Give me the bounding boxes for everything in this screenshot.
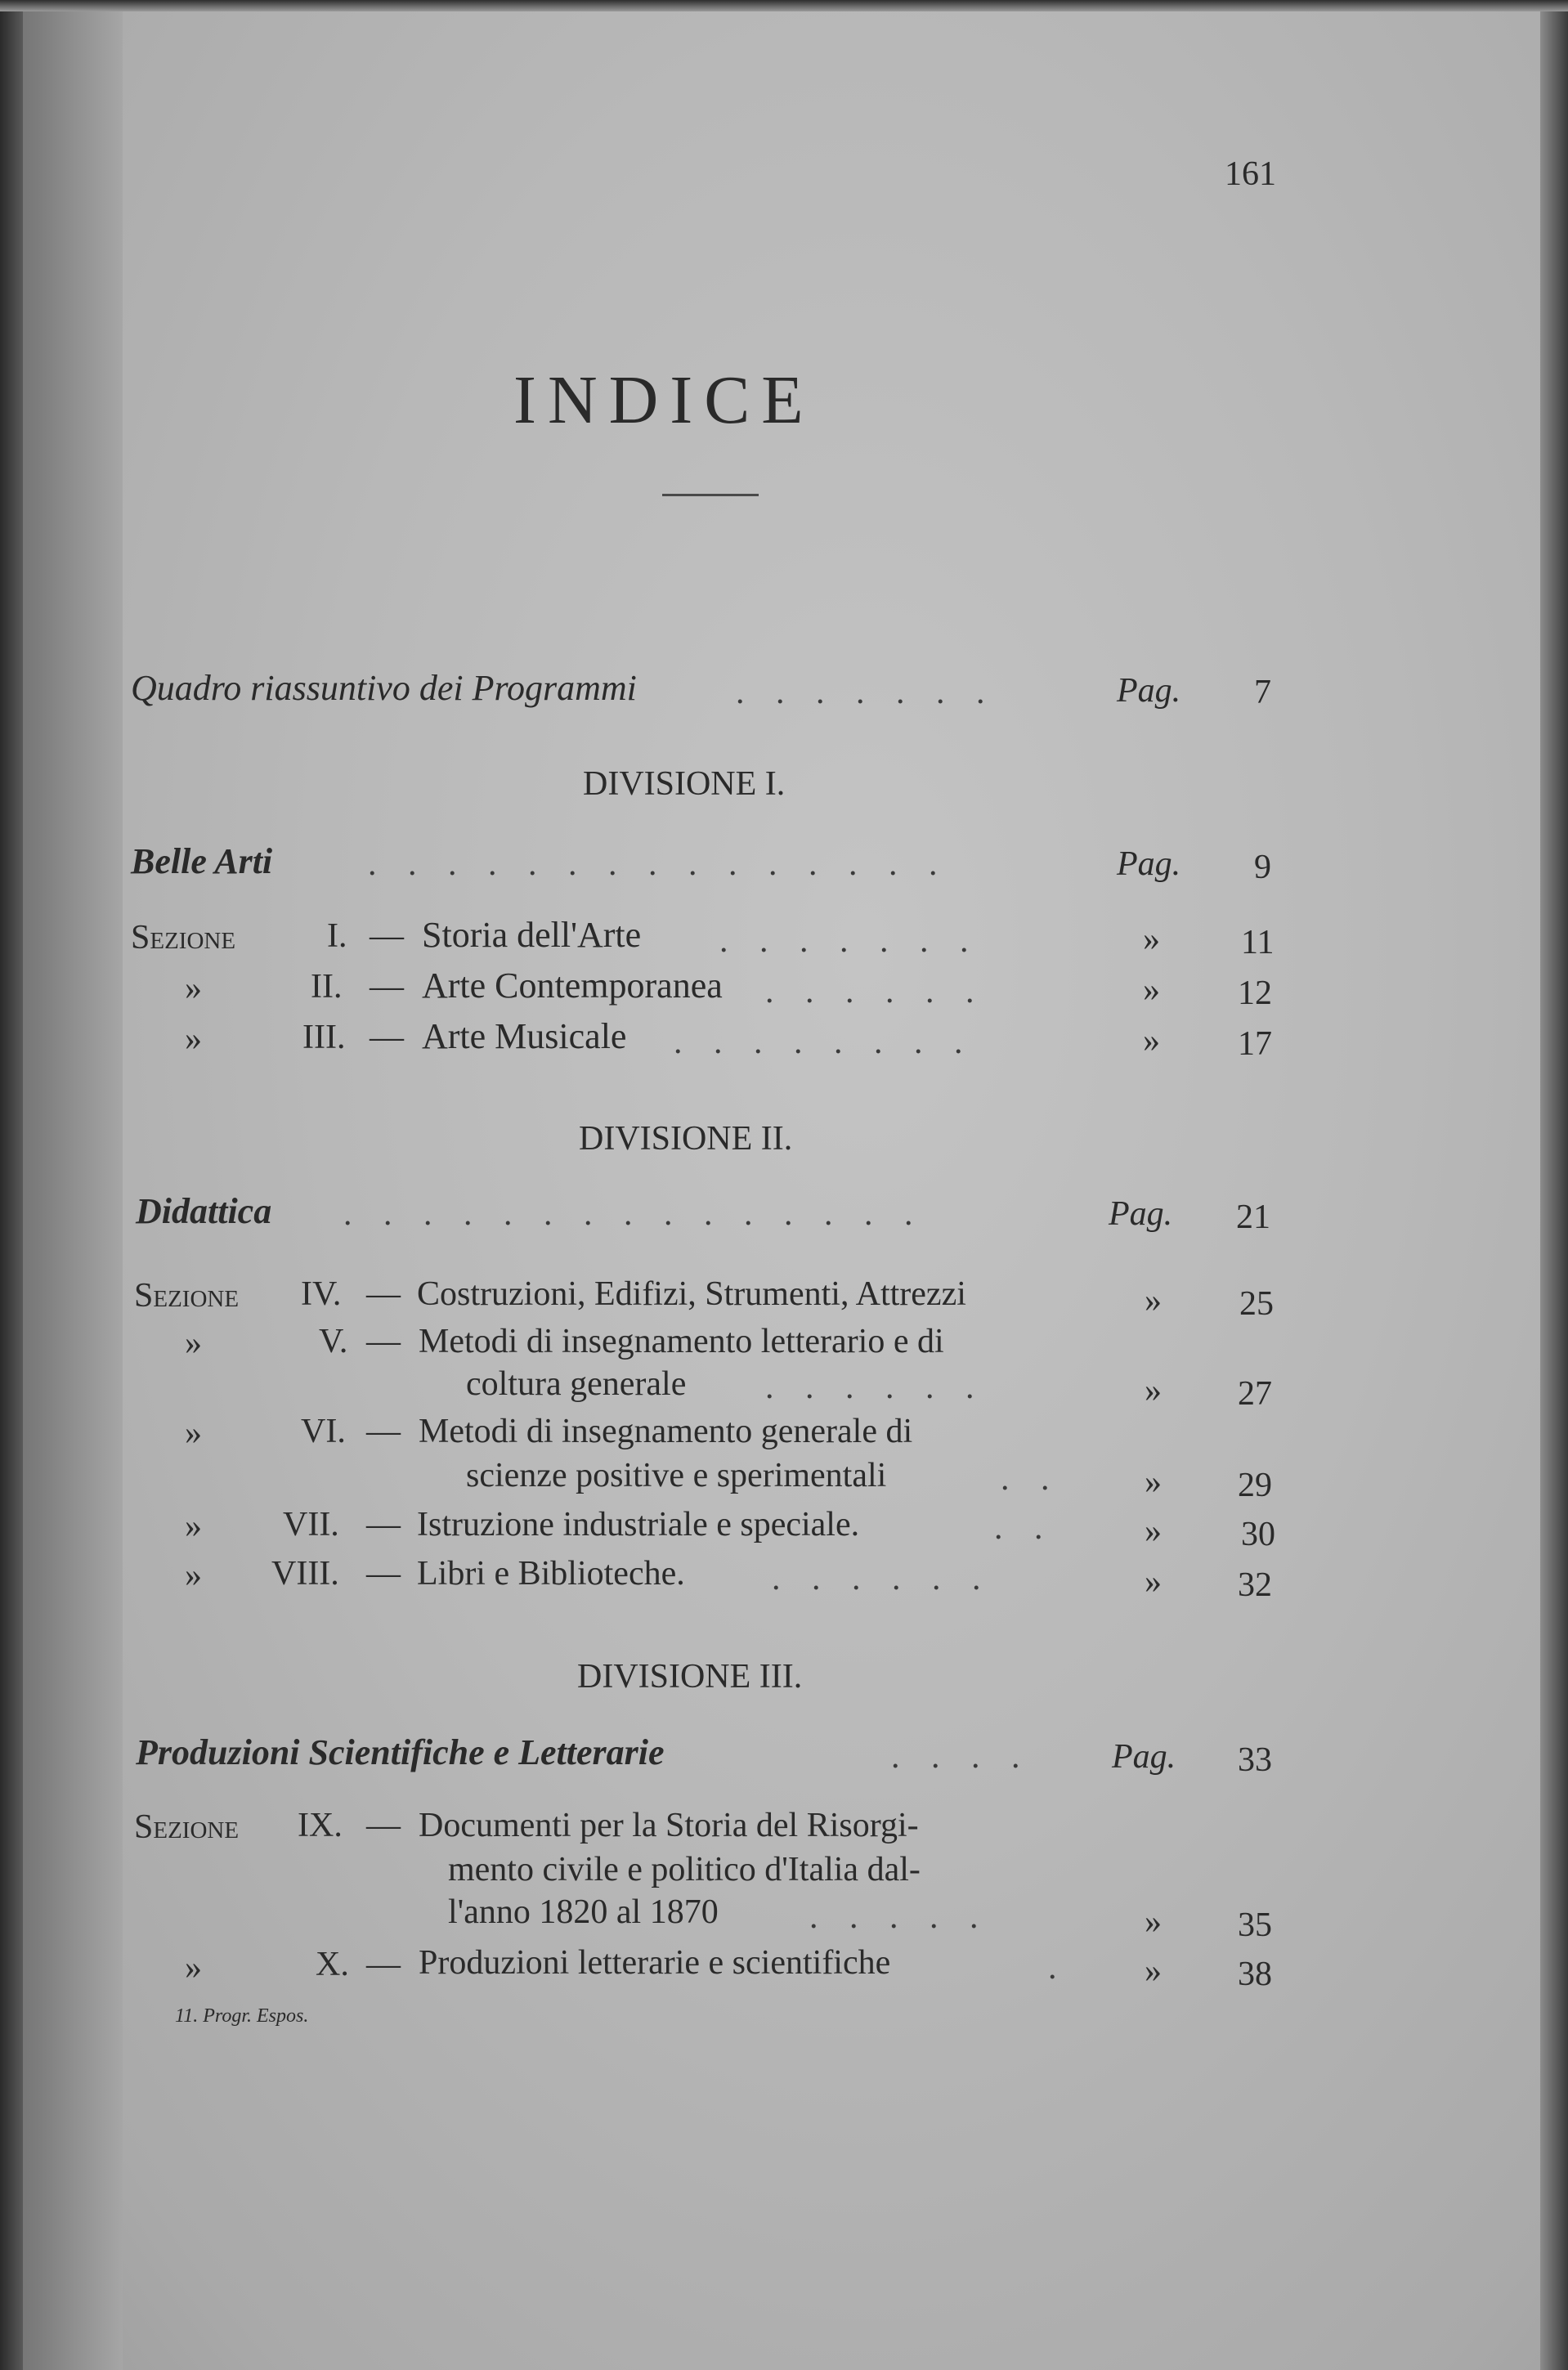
section-dash: — <box>370 1019 404 1056</box>
section-leader: . . <box>994 1509 1055 1547</box>
lead-entry-pag-label: Pag. <box>1117 672 1181 710</box>
ditto-mark: » <box>1145 1463 1162 1501</box>
section-label: » <box>185 1557 202 1594</box>
section-title-line: Metodi di insegnamento generale di <box>419 1413 913 1450</box>
lead-entry-leader: . . . . . . . <box>736 674 997 711</box>
section-numeral: II. <box>311 968 343 1006</box>
group-title: Produzioni Scientifiche e Letterarie <box>136 1732 665 1772</box>
section-label: » <box>185 1020 202 1058</box>
ditto-mark: » <box>1143 921 1160 958</box>
ditto-mark: » <box>1145 1512 1162 1550</box>
section-title-line: Arte Contemporanea <box>422 965 723 1006</box>
group-leader: . . . . . . . . . . . . . . . <box>343 1195 925 1233</box>
section-page: 17 <box>1238 1025 1272 1063</box>
section-page: 30 <box>1241 1516 1275 1553</box>
section-title-line: Istruzione industriale e speciale. <box>417 1506 860 1543</box>
group-page: 33 <box>1238 1741 1272 1779</box>
binding-shadow <box>0 0 23 2370</box>
section-numeral: X. <box>316 1946 349 1983</box>
section-leader: . . . . . . <box>765 973 986 1010</box>
division-heading: DIVISIONE III. <box>577 1658 803 1696</box>
section-title-line: Storia dell'Arte <box>422 915 642 955</box>
section-numeral: I. <box>327 917 347 955</box>
section-title-line: scienze positive e sperimentali <box>466 1457 887 1494</box>
section-dash: — <box>366 1323 401 1360</box>
section-leader: . <box>1048 1949 1068 1987</box>
section-label: » <box>185 1324 202 1362</box>
section-title-line: coltura generale <box>466 1365 687 1403</box>
section-numeral: IX. <box>298 1807 343 1844</box>
section-page: 12 <box>1238 974 1272 1012</box>
section-dash: — <box>366 1946 401 1983</box>
section-title-line: Metodi di insegnamento letterario e di <box>419 1323 944 1360</box>
section-label: » <box>185 1949 202 1987</box>
section-page: 38 <box>1238 1956 1272 1993</box>
section-numeral: VI. <box>301 1413 346 1450</box>
section-label: Sezione <box>134 1808 240 1846</box>
group-pag-label: Pag. <box>1117 845 1181 883</box>
group-page: 9 <box>1254 849 1271 886</box>
section-title-line: l'anno 1820 al 1870 <box>448 1893 719 1931</box>
section-page: 25 <box>1239 1285 1274 1323</box>
section-page: 35 <box>1238 1906 1272 1944</box>
group-pag-label: Pag. <box>1112 1738 1176 1776</box>
section-title-line: mento civile e politico d'Italia dal- <box>448 1851 921 1888</box>
section-dash: — <box>370 917 404 955</box>
ditto-mark: » <box>1145 1903 1162 1941</box>
division-heading: DIVISIONE II. <box>579 1120 793 1158</box>
ditto-mark: » <box>1143 1022 1160 1060</box>
section-numeral: V. <box>319 1323 348 1360</box>
page-title: INDICE <box>513 362 815 438</box>
section-dash: — <box>366 1413 401 1450</box>
section-label: » <box>185 1508 202 1545</box>
section-leader: . . . . . . <box>772 1560 992 1597</box>
lead-entry-page: 7 <box>1254 674 1271 711</box>
group-pag-label: Pag. <box>1109 1195 1173 1233</box>
section-dash: — <box>370 968 404 1006</box>
group-title: Belle Arti <box>131 841 273 881</box>
ditto-mark: » <box>1145 1372 1162 1409</box>
section-title-line: Costruzioni, Edifizi, Strumenti, Attrezzi <box>417 1275 966 1313</box>
ditto-mark: » <box>1143 971 1160 1009</box>
ditto-mark: » <box>1145 1952 1162 1990</box>
section-title-line: Arte Musicale <box>422 1016 627 1056</box>
section-page: 32 <box>1238 1566 1272 1604</box>
section-title-line: Produzioni letterarie e scientifiche <box>419 1944 891 1982</box>
section-numeral: IV. <box>301 1275 342 1313</box>
page-number: 161 <box>1225 155 1276 193</box>
group-leader: . . . . . . . . . . . . . . . <box>368 845 949 883</box>
group-title: Didattica <box>136 1191 272 1231</box>
section-label: Sezione <box>131 919 236 957</box>
section-label: » <box>185 1414 202 1452</box>
group-page: 21 <box>1236 1198 1270 1236</box>
section-title-line: Libri e Biblioteche. <box>417 1555 685 1593</box>
section-leader: . . . . . . <box>765 1369 986 1406</box>
section-page: 27 <box>1238 1375 1272 1413</box>
section-numeral: VII. <box>283 1506 339 1543</box>
ditto-mark: » <box>1145 1282 1162 1319</box>
section-leader: . . . . . . . <box>719 922 980 960</box>
lead-entry-title: Quadro riassuntivo dei Programmi <box>131 668 637 708</box>
printer-signature: 11. Progr. Espos. <box>175 2005 309 2027</box>
section-label: Sezione <box>134 1277 240 1315</box>
section-dash: — <box>366 1275 401 1313</box>
section-label: » <box>185 970 202 1007</box>
title-rule <box>662 494 759 496</box>
section-leader: . . <box>1001 1460 1061 1498</box>
division-heading: DIVISIONE I. <box>583 765 786 803</box>
section-page: 11 <box>1241 924 1275 961</box>
section-numeral: III. <box>302 1019 346 1056</box>
section-leader: . . . . . <box>809 1898 990 1936</box>
page-edge-shadow <box>1540 0 1568 2370</box>
ditto-mark: » <box>1145 1563 1162 1601</box>
section-dash: — <box>366 1506 401 1543</box>
section-title-line: Documenti per la Storia del Risorgi- <box>419 1807 919 1844</box>
section-dash: — <box>366 1555 401 1593</box>
section-leader: . . . . . . . . <box>674 1024 974 1061</box>
group-leader: . . . . <box>891 1738 1032 1776</box>
section-page: 29 <box>1238 1467 1272 1504</box>
section-numeral: VIII. <box>271 1555 339 1593</box>
section-dash: — <box>366 1807 401 1844</box>
page-top-shadow <box>0 0 1568 11</box>
